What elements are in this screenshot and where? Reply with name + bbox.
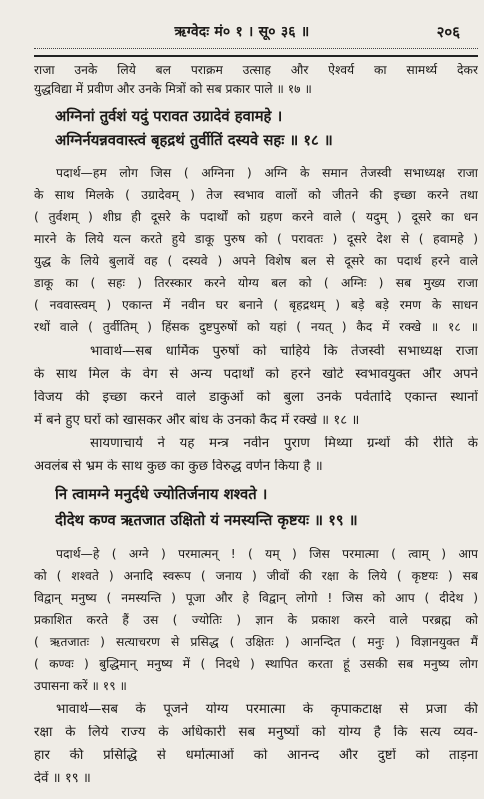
sayana-line-1: सायणाचार्य ने यह मन्त्र नवीन पुराण मिथ्या ग्रन्थों की रीति के	[90, 436, 478, 451]
padarth-18-line-5: युद्ध के लिये बुलावें वह ( दस्यवे ) अपने विशेष बल से दूसरे का पदार्थ हरने वाले	[34, 254, 478, 268]
intro-line-1: राजा उनके लिये बल पराक्रम उत्साह और ऐश्वर्य का सामर्थ्य देकर	[34, 63, 478, 77]
bhavarth-18-line-3: विजय की इच्छा करने वाले डाकुओं को बुला उनके पर्वतादि एकान्त स्थानों	[34, 390, 478, 405]
page-header	[0, 22, 484, 44]
padarth-18-line-6: डाकू का ( सहः ) तिरस्कार करने योग्य बल को ( अग्निः ) सब मुख्य राजा	[34, 276, 478, 290]
running-title: ऋग्वेदः मं० १ । सू० ३६ ॥	[174, 24, 310, 40]
bhavarth-18-line-2: के साथ मिल के वेग से अन्य पदार्थों को हरने खोटे स्वभावयुक्त और अपने	[34, 367, 478, 382]
padarth-19-line-1: पदार्थ—हे ( अग्ने ) परमात्मन् ! ( यम् ) जिस परमात्मा ( त्वाम् ) आप	[56, 547, 478, 561]
mantra-19-line-1: नि त्वामग्ने मनुर्दधे ज्योतिर्जनाय शश्वते ।	[55, 486, 268, 503]
padarth-18-line-8: रथों वाले ( तुर्वीतिम् ) हिंसक दुष्टपुरुषों को यहां ( नयत् ) कैद में रक्खे ॥ १८ ॥	[34, 320, 478, 334]
header-divider	[34, 48, 478, 57]
padarth-18-line-2: के साथ मिलके ( उग्रादेवम् ) तेज स्वभाव वालों को जीतने की इच्छा करने तथा	[34, 188, 478, 202]
sayana-line-2: अवलंब से भ्रम के साथ कुछ का कुछ विरुद्ध वर्णन किया है ॥	[34, 459, 323, 474]
padarth-18-line-3: ( तुर्वशम् ) शीघ्र ही दूसरे के पदार्थों को ग्रहण करने वाले ( यदुम् ) दूसरे का धन	[34, 210, 478, 224]
padarth-19-line-5: ( ऋतजातः ) सत्याचरण से प्रसिद्ध ( उक्षितः ) आनन्दित ( मनुः ) विज्ञानयुक्त मैं	[34, 635, 478, 649]
bhavarth-18-line-4: में बने हुए घरों को खासकर और बांध के उनको कैद में रक्खे ॥ १८ ॥	[34, 413, 360, 428]
padarth-18-line-4: मारने के लिये यत्न करते हुये डाकू पुरुष को ( परावतः ) दूसरे देश से ( हवामहे )	[34, 232, 478, 246]
page-number: २०६	[436, 23, 460, 41]
mantra-18-line-1: अग्निनां तुर्वशं यदुं परावत उग्रादेवं हवामहे ।	[55, 108, 283, 125]
padarth-19-line-3: विद्वान् मनुष्य ( नमस्यन्ति ) पूजा और हे विद्वान् लोगो ! जिस को आप ( दीदेथ )	[34, 591, 478, 605]
padarth-19-line-2: को ( शश्वते ) अनादि स्वरूप ( जनाय ) जीवों की रक्षा के लिये ( कृष्टयः ) सब	[34, 569, 478, 583]
padarth-18-line-7: ( नववास्त्वम् ) एकान्त में नवीन घर बनाने ( बृहद्रथम् ) बड़े बड़े रमण के साधन	[34, 298, 478, 312]
bhavarth-18-line-1: भावार्थ—सब धार्मिक पुरुषों को चाहिये कि तेजस्वी सभाध्यक्ष राजा	[90, 344, 478, 359]
bhavarth-19-line-1: भावार्थ—सब के पूजने योग्य परमात्मा के कृपाकटाक्ष से प्रजा की	[56, 702, 478, 717]
bhavarth-19-line-4: देवें ॥ १९ ॥	[34, 771, 91, 786]
padarth-19-line-6: ( कण्वः ) बुद्धिमान् मनुष्य में ( निदधे ) स्थापित करता हूं उसकी सब मनुष्य लोग	[34, 657, 478, 671]
mantra-18-line-2: अग्निर्नयन्नववास्त्वं बृहद्रथं तुर्वीतिं दस्यवे सहः ॥ १८ ॥	[55, 132, 333, 149]
intro-line-2: युद्धविद्या में प्रवीण और उनके मित्रों को सब प्रकार पाले ॥ १७ ॥	[34, 82, 312, 96]
padarth-19-line-4: प्रकाशित करते हैं उस ( ज्योतिः ) ज्ञान के प्रकाश करने वाले परब्रह्म को	[34, 613, 478, 627]
padarth-18-line-1: पदार्थ—हम लोग जिस ( अग्निना ) अग्नि के समान तेजस्वी सभाध्यक्ष राजा	[56, 166, 478, 180]
bhavarth-19-line-2: रक्षा के लिये राज्य के अधिकारी सब मनुष्यों को योग्य है कि सत्य व्यव-	[34, 725, 478, 740]
bhavarth-19-line-3: हार की प्रसिद्धि से धर्मात्माओं को आनन्द और दुष्टों को ताड़ना	[34, 748, 478, 763]
mantra-19-line-2: दीदेथ कण्व ऋतजात उक्षितो यं नमस्यन्ति कृष्टयः ॥ १९ ॥	[55, 512, 358, 529]
padarth-19-line-7: उपासना करें ॥ १९ ॥	[34, 679, 127, 693]
